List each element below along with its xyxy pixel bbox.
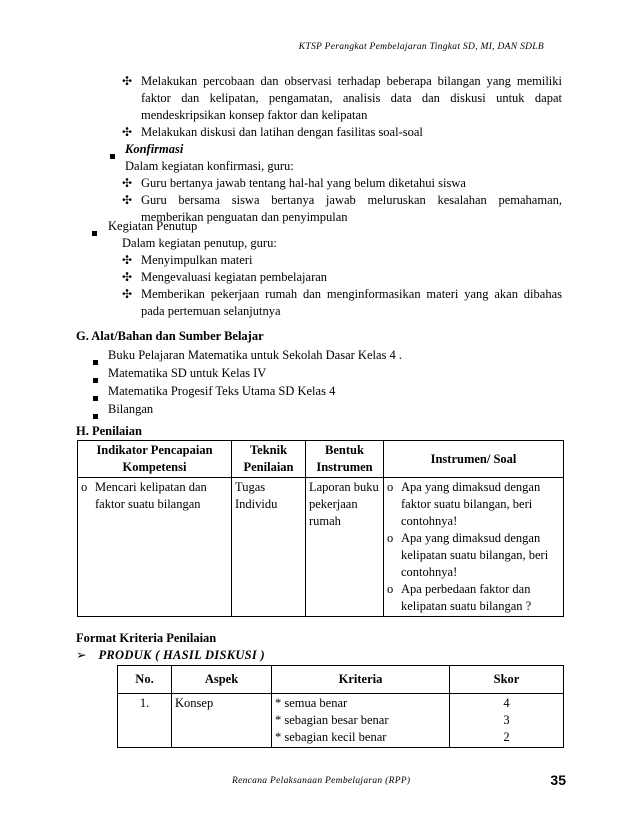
indikator-text: Mencari kelipatan dan faktor suatu bilangan (95, 480, 207, 511)
penutup-section (76, 218, 562, 320)
leaf-bullet-icon: ✣ (122, 74, 133, 88)
list-item (122, 73, 562, 124)
source-item: Matematika Progesif Teks Utama SD Kelas 4 (108, 384, 336, 398)
table-row (78, 478, 564, 617)
header-kriteria: Kriteria (272, 666, 450, 694)
item-line: pada pertemuan selanjutnya (141, 304, 281, 318)
list-item (76, 400, 562, 418)
skor-value: 3 (503, 713, 510, 727)
kriteria-table (117, 665, 564, 748)
soal-text: Apa perbedaan faktor dan kelipatan suatu bilangan ? (401, 582, 532, 613)
page-number: 35 (550, 772, 566, 788)
penutup-title: Kegiatan Penutup (108, 219, 198, 233)
table-row (118, 694, 564, 748)
skor-cell (450, 694, 564, 748)
source-item: Bilangan (108, 402, 154, 416)
penutup-intro: Dalam kegiatan penutup, guru: (122, 236, 277, 250)
item-line: Guru bertanya jawab tentang hal-hal yang belum diketahui siswa (141, 176, 466, 190)
soal-text: Apa yang dimaksud dengan faktor suatu bilangan, beri contohnya! (401, 480, 541, 528)
section-g-title: G. Alat/Bahan dan Sumber Belajar (76, 329, 264, 343)
skor-value: 4 (503, 696, 510, 710)
circle-bullet: o (81, 480, 88, 494)
circle-bullet: o (387, 582, 394, 596)
teknik-cell: Tugas Individu (232, 478, 306, 617)
running-footer: Rencana Pelaksanaan Pembelajaran (RPP) (232, 776, 411, 786)
header-aspek: Aspek (172, 666, 272, 694)
konfirmasi-intro: Dalam kegiatan konfirmasi, guru: (125, 159, 294, 173)
header-skor: Skor (450, 666, 564, 694)
list-item (122, 175, 562, 192)
list-item (122, 286, 562, 320)
item-line: Melakukan diskusi dan latihan dengan fasilitas soal-soal (141, 125, 423, 139)
kriteria-line: * semua benar (275, 696, 348, 710)
aspek-cell: Konsep (172, 694, 272, 748)
kriteria-title: Format Kriteria Penilaian (76, 631, 217, 645)
section-g (76, 327, 562, 418)
list-item (76, 346, 562, 364)
produk-label: PRODUK ( HASIL DISKUSI ) (98, 648, 265, 662)
konfirmasi-title: Konfirmasi (125, 142, 184, 156)
source-item: Matematika SD untuk Kelas IV (108, 366, 267, 380)
indikator-cell (78, 478, 232, 617)
list-item (76, 382, 562, 400)
kriteria-line: * sebagian besar benar (275, 713, 389, 727)
leaf-bullet-icon: ✣ (122, 287, 133, 301)
leaf-bullet-icon: ✣ (122, 193, 133, 207)
kriteria-line: * sebagian kecil benar (275, 730, 387, 744)
item-line: Menyimpulkan materi (141, 253, 253, 267)
produk-line (76, 647, 265, 664)
leaf-bullet-icon: ✣ (122, 253, 133, 267)
table-header-row (118, 666, 564, 694)
konfirmasi-section (97, 141, 562, 226)
leaf-bullet-icon: ✣ (122, 125, 133, 139)
list-item (122, 252, 562, 269)
square-bullet-icon (92, 231, 97, 236)
header-indikator: Indikator Pencapaian Kompetensi (78, 441, 232, 478)
bentuk-cell: Laporan buku pekerjaan rumah (306, 478, 384, 617)
header-no: No. (118, 666, 172, 694)
header-teknik: Teknik Penilaian (232, 441, 306, 478)
running-header: KTSP Perangkat Pembelajaran Tingkat SD, MI, DAN SDLB (298, 42, 544, 52)
header-soal: Instrumen/ Soal (384, 441, 564, 478)
penilaian-table (77, 440, 564, 617)
item-line: Guru bersama siswa bertanya jawab meluruskan kesalahan pemahaman, (141, 193, 562, 207)
source-item: Buku Pelajaran Matematika untuk Sekolah Dasar Kelas 4 . (108, 348, 403, 362)
soal-cell (384, 478, 564, 617)
leaf-bullet-icon: ✣ (122, 176, 133, 190)
kriteria-cell (272, 694, 450, 748)
item-line: mendeskripsikan konsep faktor dan kelipatan (141, 108, 368, 122)
top-activity-list (122, 73, 562, 141)
table-header-row (78, 441, 564, 478)
item-line: faktor dan kelipatan, pengamatan, analisis data dan diskusi untuk dapat (141, 91, 562, 105)
square-bullet-icon (93, 414, 98, 419)
circle-bullet: o (387, 531, 394, 545)
header-bentuk: Bentuk Instrumen (306, 441, 384, 478)
item-line: memberikan penguatan dan penyimpulan (141, 210, 348, 224)
item-line: Mengevaluasi kegiatan pembelajaran (141, 270, 328, 284)
list-item (122, 124, 562, 141)
leaf-bullet-icon: ✣ (122, 270, 133, 284)
list-item (122, 269, 562, 286)
item-line: Memberikan pekerjaan rumah dan menginformasikan materi yang akan dibahas (141, 287, 562, 301)
circle-bullet: o (387, 480, 394, 494)
list-item (76, 364, 562, 382)
square-bullet-icon (110, 154, 115, 159)
no-cell: 1. (118, 694, 172, 748)
section-h-title: H. Penilaian (76, 424, 142, 438)
soal-text: Apa yang dimaksud dengan kelipatan suatu bilangan, beri contohnya! (401, 531, 549, 579)
item-line: Melakukan percobaan dan observasi terhadap beberapa bilangan yang memiliki (141, 74, 562, 88)
arrow-bullet-icon: ➢ (76, 648, 87, 662)
skor-value: 2 (503, 730, 510, 744)
